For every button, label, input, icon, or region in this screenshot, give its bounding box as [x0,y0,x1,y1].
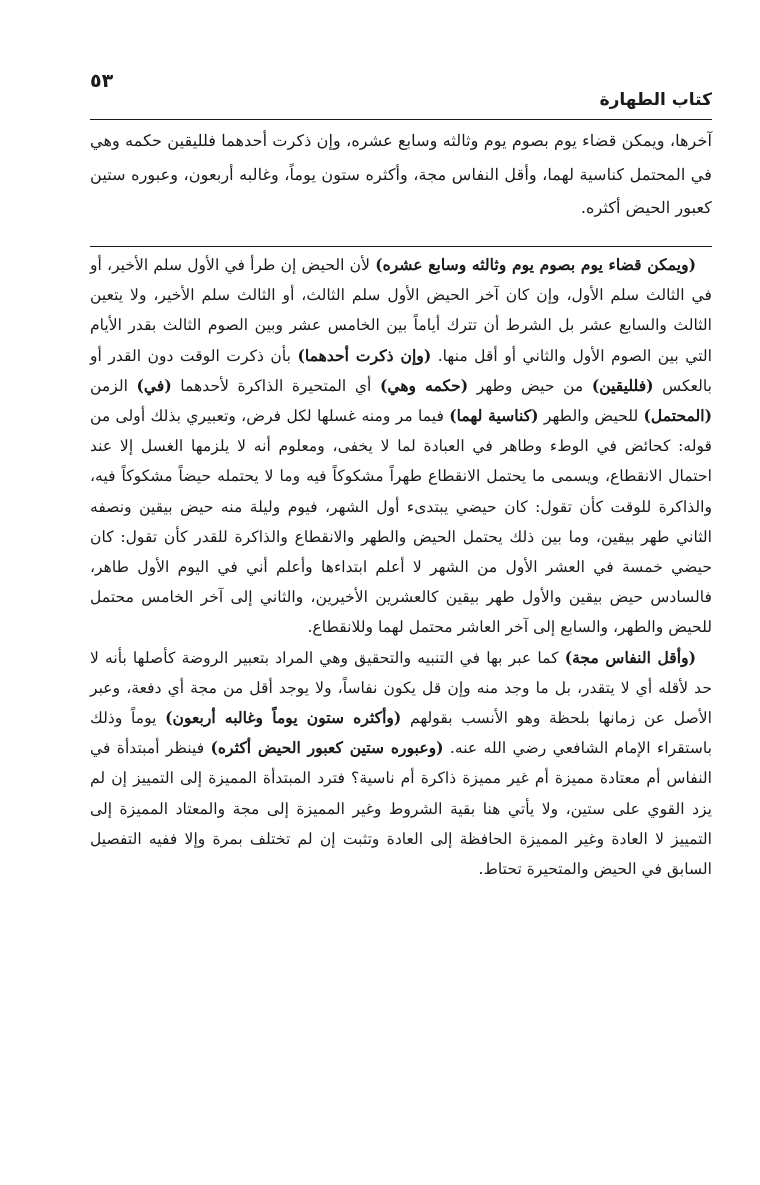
quoted-matn-phrase: (فلليقين) [591,375,654,395]
page-number: ٥٣ [90,70,114,92]
header-rule [90,119,712,120]
quoted-matn-phrase: (حكمه وهي) [379,375,469,395]
running-title: كتاب الطهارة [599,90,712,110]
commentary-text: يوماً وذلك باستقراء الإمام الشافعي رضي الله عنه. [90,709,712,758]
commentary-paragraph [90,643,712,885]
quoted-matn-phrase: (المحتمل) [643,406,712,426]
quoted-matn-phrase: (ويمكن قضاء يوم بصوم يوم وثالثه وسابع عشره) [375,255,697,274]
commentary-text: لأن الحيض إن طرأ في الأول سلم الأخير، أو في الثالث سلم الأول، وإن كان آخر الحيض الأول سلم الثالث، أو الثالث سلم الأخير، ولا يتعين الثالث والسابع عشر بل الشرط أن تترك أياماً بين الخامس عشر وبين الصوم الثالث بقدر الأيام التي بين الصوم الأول والثاني أو أقل منها. [90,256,712,365]
commentary-paragraph [90,250,712,643]
quoted-matn-phrase: (كناسية لهما) [449,406,539,426]
commentary-text: الزمن [90,376,137,395]
commentary-text: فينظر أمبتدأة في النفاس أم معتادة مميزة أم غير مميزة ذاكرة أم ناسية؟ فترد المبتدأة المميزة إلى التمييز إن لم يزد القوي على ستين، ولا يأتي هنا بقية الشروط وغير المميزة إلى مجة والمعتاد المميزة إلى التمييز لا العادة وغير المميزة الحافظة إلى العادة وتثبت إن لم تختلف بمرة وإلا ففيه التفصيل السابق في الحيض والمتحيرة تحتاط. [90,739,712,879]
main-text: آخرها، ويمكن قضاء يوم بصوم يوم وثالثه وسابع عشره، وإن ذكرت أحدهما فلليقين حكمه وهي في المحتمل كناسية لهما، وأقل النفاس مجة، وأكثره ستون يوماً، وغالبه أربعون، وعبوره ستين كعبور الحيض أكثره. [90,131,712,217]
commentary-text: من حيض وطهر [468,376,592,395]
commentary-text: للحيض والطهر [538,407,644,426]
quoted-matn-phrase: (وأقل النفاس مجة) [564,647,696,667]
commentary-text: أي المتحيرة الذاكرة لأحدهما [171,376,380,395]
commentary-text: فيما مر ومنه غسلها لكل فرض، وتعبيري بذلك أولى من قوله: كحائض في الوطء وطاهر في العبادة لما لا يخفى، ومعلوم أنه لا يلزمها الغسل إلا عند احتمال الانقطاع، ويسمى ما يحتمل الانقطاع طهراً مشكوكاً فيه وما لا يحتمله حيضاً مشكوكاً فيه، والذاكرة للوقت كأن تقول: كان حيضي يبتدىء أول الشهر، فيوم وليلة منه حيض بيقين ونصفه الثاني طهر بيقين، وما بين ذلك يحتمل الحيض والطهر والانقطاع والذاكرة للقدر كأن تقول: كان حيضي خمسة في العشر الأول من الشهر لا أعلم ابتداءها وأعلم أني في اليوم الأول طاهر، فالسادس حيض بيقين والأول طهر بيقين كالعشرين الأخيرين، والثاني إلى آخر الخامس محتمل للحيض والطهر، والسابع إلى آخر العاشر محتمل لهما وللانقطاع. [90,407,712,637]
quoted-matn-phrase: (وعبوره ستين كعبور الحيض أكثره) [210,738,444,758]
commentary [90,250,712,884]
commentary-divider [90,246,712,247]
commentary-text: بأن ذكرت الوقت دون القدر أو بالعكس [90,346,712,395]
quoted-matn-phrase: (وأكثره ستون يوماً وغالبه أربعون) [165,708,402,728]
running-header [90,70,712,120]
quoted-matn-phrase: (وإن ذكرت أحدهما) [297,345,432,365]
quoted-matn-phrase: (في) [136,375,172,395]
commentary-text: كما عبر بها في التنبيه والتحقيق وهي المراد بتعبير الروضة كأصلها بأنه لا حد لأقله أي لا يتقدر، بل ما وجد منه وإن قل يكون نفاساً، ولا يوجد أقل من مجة أي دفعة، وعبر الأصل عن زمانها بلحظة وهو الأنسب بقولهم [90,648,712,728]
